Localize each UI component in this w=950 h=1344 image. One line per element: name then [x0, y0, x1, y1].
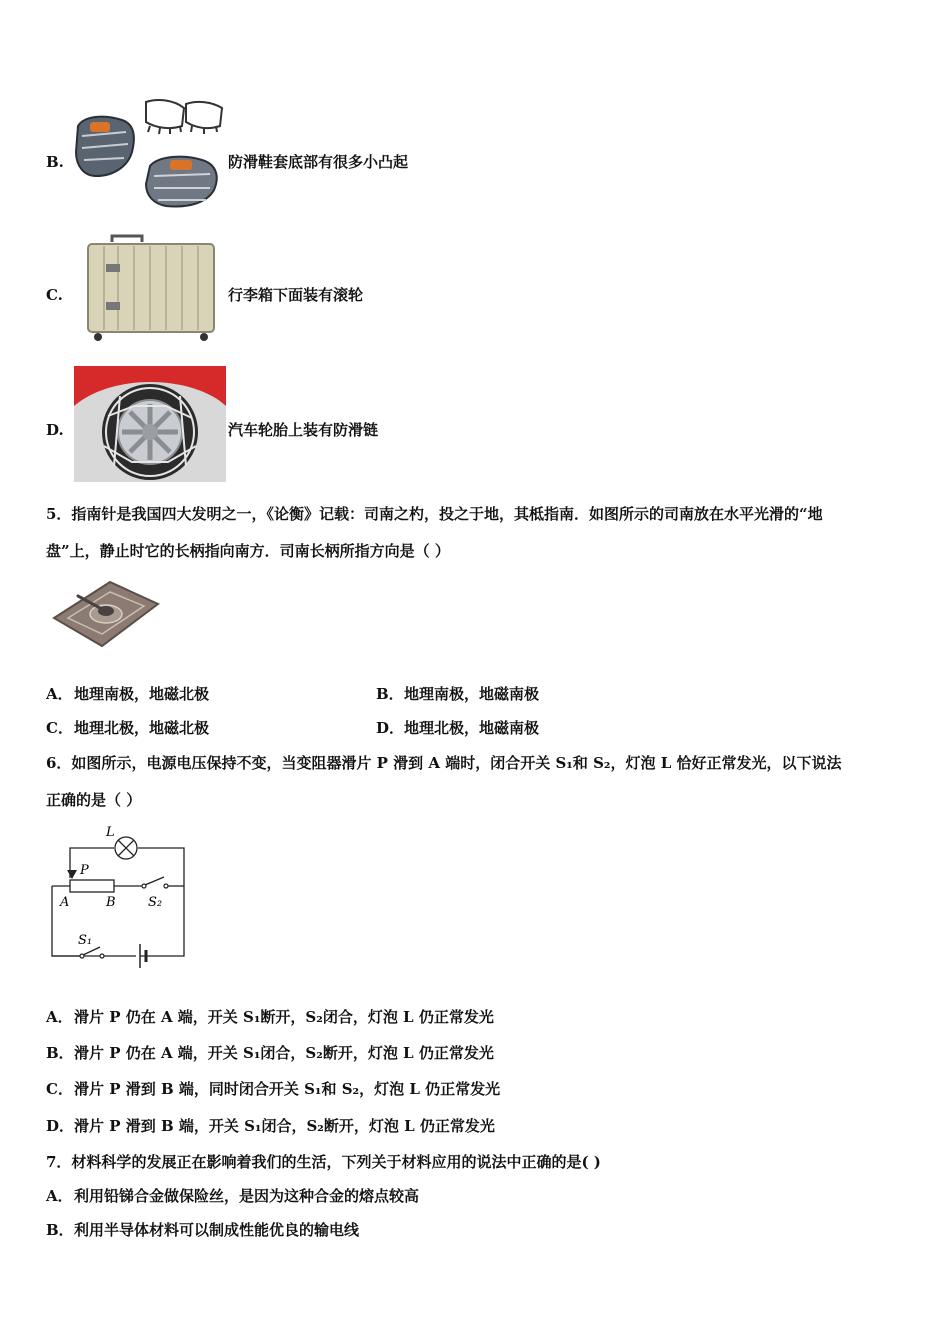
q5-option-b: B．地理南极，地磁南极 — [376, 685, 540, 703]
q5-option-d: D．地理北极，地磁南极 — [376, 719, 540, 737]
circuit-diagram — [44, 822, 194, 974]
sinan-compass-image — [50, 578, 160, 650]
terminal-a-label: A — [60, 895, 70, 910]
switch-s1-label: S₁ — [78, 933, 93, 948]
q5-stem-line-1: 5．指南针是我国四大发明之一，《论衡》记载：司南之杓，投之于地，其柢指南．如图所示的司南放在水平光滑的“地 — [46, 505, 823, 523]
crampon-icon — [146, 100, 222, 134]
option-c-label: C. — [46, 286, 63, 304]
q6-option-d: D．滑片 P 滑到 B 端，开关 S₁闭合，S₂断开，灯泡 L 仍正常发光 — [46, 1117, 495, 1135]
q7-option-a: A．利用铅锑合金做保险丝，是因为这种合金的熔点较高 — [46, 1187, 420, 1205]
terminal-b-label: B — [106, 895, 116, 910]
rheostat-icon — [67, 870, 114, 892]
option-d-text: 汽车轮胎上装有防滑链 — [228, 421, 379, 439]
q6-option-b: B．滑片 P 仍在 A 端，开关 S₁闭合，S₂断开，灯泡 L 仍正常发光 — [46, 1044, 494, 1062]
q6-option-a: A．滑片 P 仍在 A 端，开关 S₁断开，S₂闭合，灯泡 L 仍正常发光 — [46, 1008, 494, 1026]
q6-stem-line-1: 6．如图所示，电源电压保持不变，当变阻器滑片 P 滑到 A 端时，闭合开关 S₁和 S₂，灯泡 L 恰好正常发光，以下说法 — [46, 754, 842, 772]
switch-s2-icon — [142, 877, 168, 888]
lamp-label: L — [106, 825, 115, 840]
q7-option-b: B．利用半导体材料可以制成性能优良的输电线 — [46, 1221, 360, 1239]
option-c-text: 行李箱下面装有滚轮 — [228, 286, 364, 304]
q6-stem-line-2: 正确的是（ ） — [46, 791, 142, 809]
option-b-text: 防滑鞋套底部有很多小凸起 — [228, 153, 409, 171]
suitcase-image — [84, 234, 220, 342]
tire-chain-image — [74, 366, 226, 482]
battery-icon — [104, 944, 154, 968]
shoe-icon — [76, 117, 134, 176]
q5-stem-line-2: 盘”上，静止时它的长柄指向南方．司南长柄所指方向是（ ） — [46, 542, 450, 560]
slider-label: P — [80, 863, 89, 878]
lamp-icon — [115, 837, 137, 859]
switch-s2-label: S₂ — [148, 895, 163, 910]
option-d-label: D. — [46, 421, 64, 439]
anti-slip-shoe-cover-image — [74, 96, 226, 212]
option-b-label: B. — [46, 153, 64, 171]
q5-option-c: C．地理北极，地磁北极 — [46, 719, 210, 737]
shoe-with-cover-icon — [146, 157, 217, 207]
q6-option-c: C．滑片 P 滑到 B 端，同时闭合开关 S₁和 S₂，灯泡 L 仍正常发光 — [46, 1080, 501, 1098]
q5-option-a: A．地理南极，地磁北极 — [46, 685, 210, 703]
q7-stem: 7．材料科学的发展正在影响着我们的生活，下列关于材料应用的说法中正确的是( ) — [46, 1153, 601, 1171]
suitcase-icon — [88, 236, 214, 341]
